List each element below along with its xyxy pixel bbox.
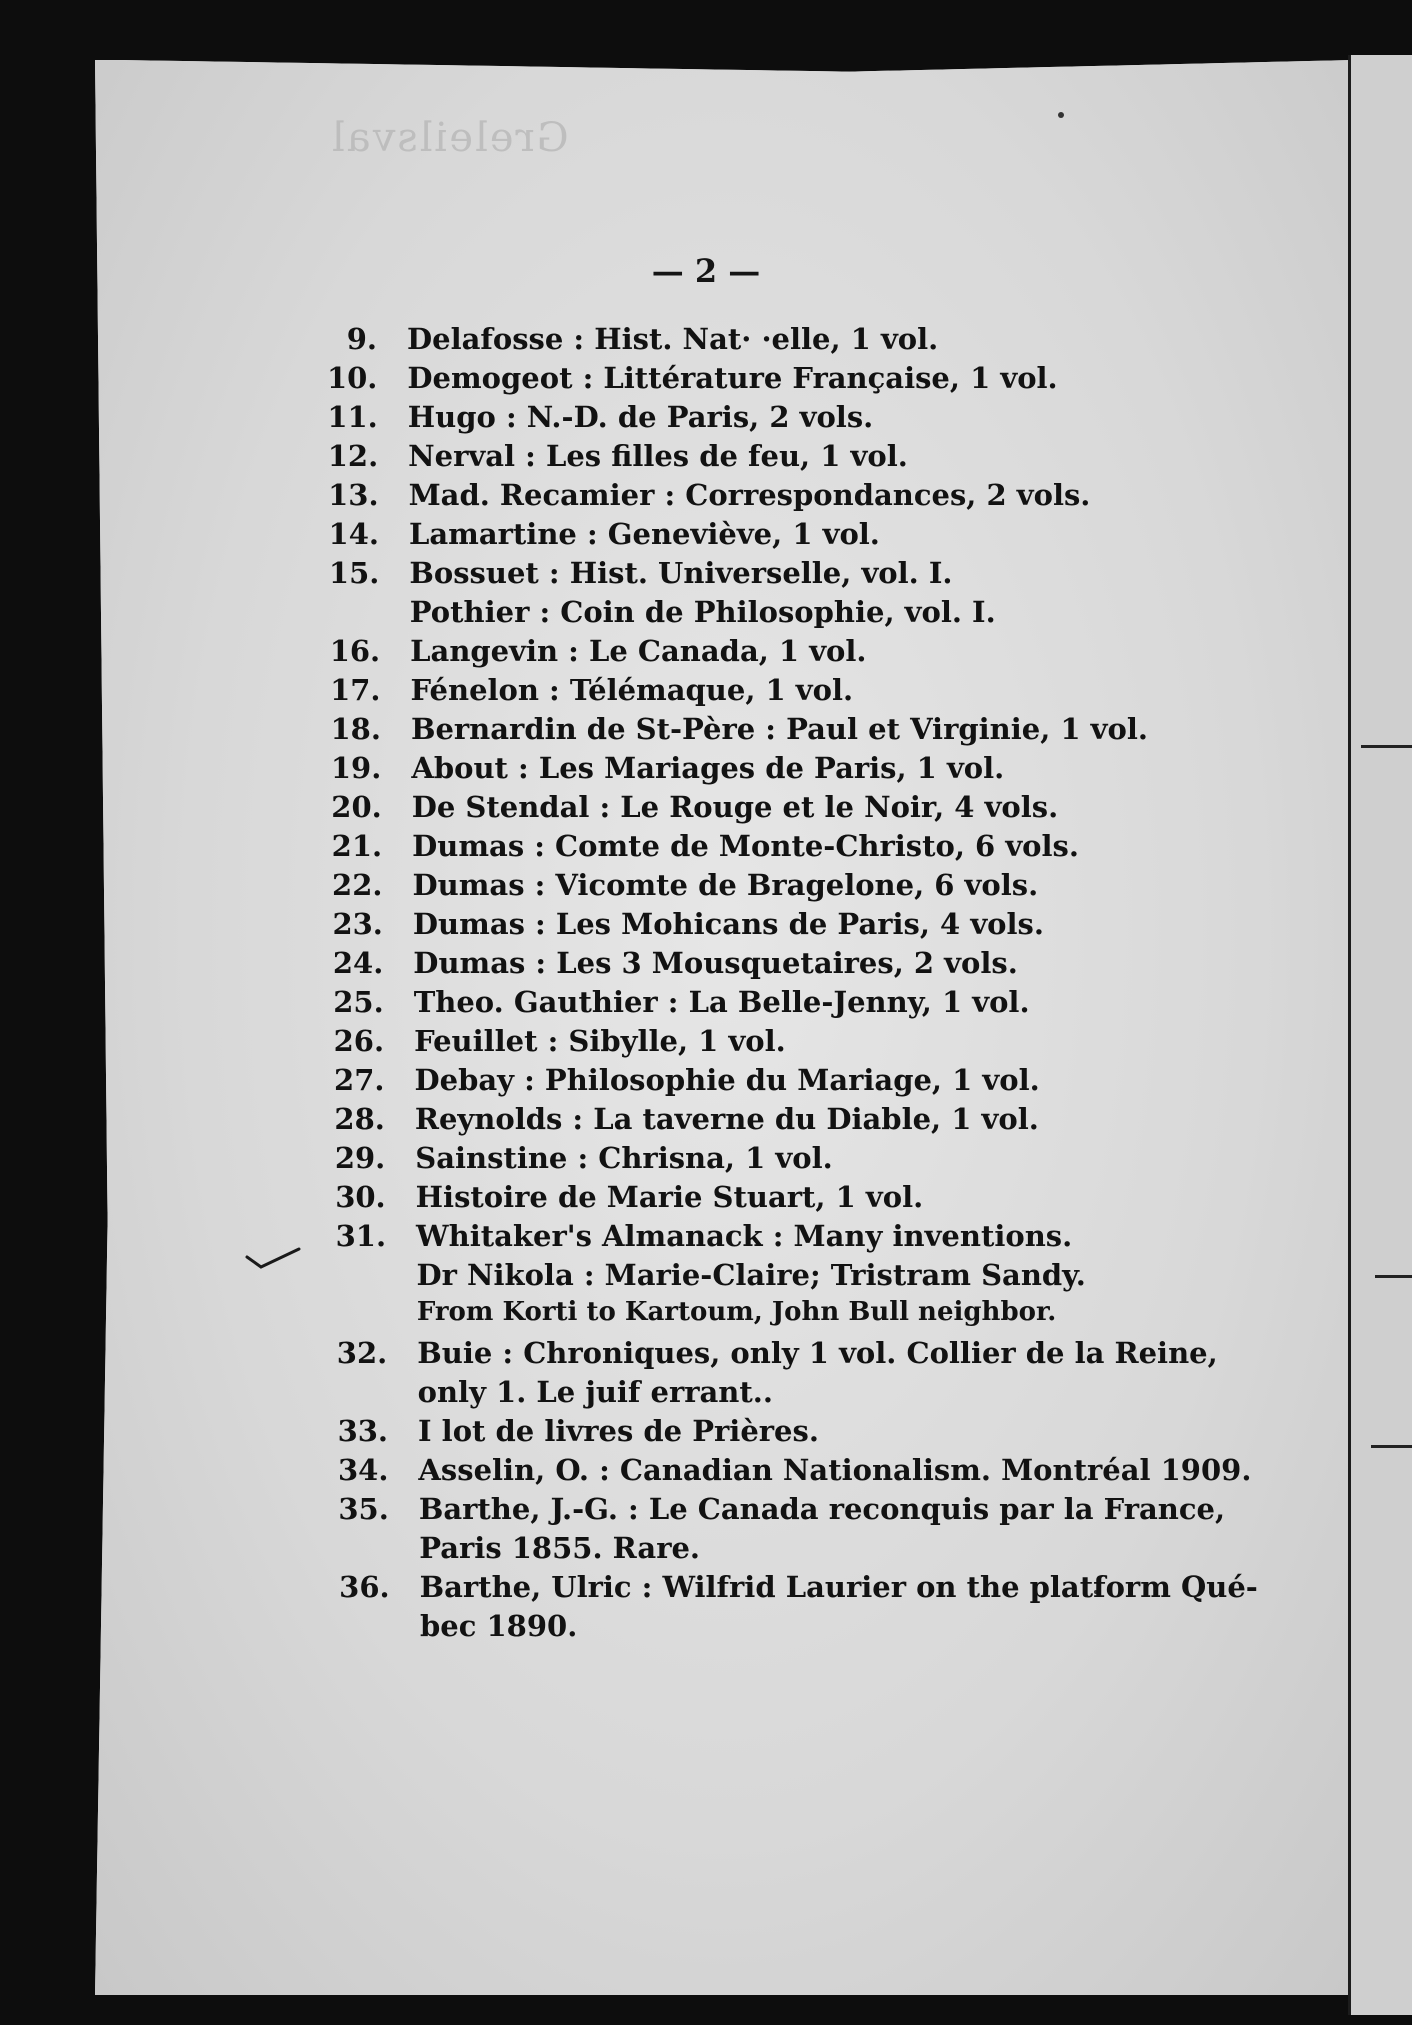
entry-number: 30. bbox=[335, 1180, 386, 1214]
entry-number: 36. bbox=[339, 1570, 390, 1604]
entry-number: 32. bbox=[336, 1336, 388, 1370]
entry-text: Fénelon : Télémaque, 1 vol. bbox=[410, 673, 854, 707]
entry-number: 21. bbox=[331, 829, 383, 863]
entry-text: Langevin : Le Canada, 1 vol. bbox=[410, 634, 867, 668]
entry-number: 19. bbox=[330, 751, 382, 785]
entry-number: 34. bbox=[337, 1453, 389, 1487]
entry-text: Barthe, J.-G. : Le Canada reconquis par la France, bbox=[418, 1492, 1226, 1526]
entry-text: Feuillet : Sibylle, 1 vol. bbox=[414, 1024, 786, 1058]
entry-number: 10. bbox=[326, 361, 378, 395]
entry-number: 24. bbox=[332, 946, 384, 980]
entry-text: Bossuet : Hist. Universelle, vol. I. bbox=[409, 556, 953, 590]
entry-number: 25. bbox=[333, 985, 384, 1019]
entry-text: From Korti to Kartoum, John Bull neighbor. bbox=[416, 1297, 1057, 1327]
entry-text: Bernardin de St-Père : Paul et Virginie, 1 vol. bbox=[410, 712, 1148, 746]
entry-text: About : Les Mariages de Paris, 1 vol. bbox=[411, 751, 1005, 785]
entry-text: Dumas : Les Mohicans de Paris, 4 vols. bbox=[412, 907, 1044, 941]
page-number: — 2 — bbox=[651, 252, 761, 290]
entry-number: 17. bbox=[330, 673, 381, 707]
entry-text: Buie : Chroniques, only 1 vol. Collier de la Reine, bbox=[417, 1336, 1218, 1370]
entry-number: 11. bbox=[327, 400, 378, 434]
entry-text: De Stendal : Le Rouge et le Noir, 4 vols. bbox=[411, 790, 1059, 824]
entry-text: Theo. Gauthier : La Belle-Jenny, 1 vol. bbox=[413, 985, 1030, 1019]
entry-number: 29. bbox=[334, 1141, 386, 1175]
entry-number: 22. bbox=[332, 868, 383, 902]
entry-number: 9. bbox=[346, 322, 377, 356]
entry-text: bec 1890. bbox=[420, 1609, 578, 1643]
entry-text: Delafosse : Hist. Nat· ·elle, 1 vol. bbox=[407, 322, 939, 356]
entry-text: Sainstine : Chrisna, 1 vol. bbox=[415, 1141, 833, 1175]
entry-text: Dumas : Vicomte de Bragelone, 6 vols. bbox=[412, 868, 1039, 902]
entry-number: 16. bbox=[329, 634, 381, 668]
entry-number: 28. bbox=[334, 1102, 385, 1136]
entry-text: Debay : Philosophie du Mariage, 1 vol. bbox=[414, 1063, 1040, 1097]
entry-number: 14. bbox=[328, 517, 379, 551]
entry-text: Asselin, O. : Canadian Nationalism. Montréal 1909. bbox=[418, 1453, 1252, 1487]
entry-text: Barthe, Ulric : Wilfrid Laurier on the platform Qué- bbox=[419, 1570, 1258, 1604]
entry-number: 27. bbox=[334, 1063, 385, 1097]
entry-text: Dumas : Les 3 Mousquetaires, 2 vols. bbox=[413, 946, 1018, 980]
entry-number: 35. bbox=[338, 1492, 389, 1526]
entry-text: Whitaker's Almanack : Many inventions. bbox=[416, 1219, 1073, 1253]
entry-text: Reynolds : La taverne du Diable, 1 vol. bbox=[414, 1102, 1039, 1136]
entry-number: 13. bbox=[328, 478, 379, 512]
entry-text: I lot de livres de Prières. bbox=[418, 1414, 819, 1448]
entry-number: 18. bbox=[330, 712, 381, 746]
entry-text: Mad. Recamier : Correspondances, 2 vols. bbox=[408, 478, 1091, 512]
entry-text: Hugo : N.-D. de Paris, 2 vols. bbox=[407, 400, 874, 434]
entry-text: Dr Nikola : Marie-Claire; Tristram Sandy. bbox=[416, 1258, 1086, 1292]
entry-number: 12. bbox=[327, 439, 379, 473]
entry-number: 20. bbox=[331, 790, 382, 824]
entry-number: 23. bbox=[332, 907, 383, 941]
entry-number: 33. bbox=[337, 1414, 389, 1448]
entry-text: Paris 1855. Rare. bbox=[419, 1531, 701, 1565]
entry-text: only 1. Le juif errant.. bbox=[417, 1375, 773, 1409]
entry-text: Lamartine : Geneviève, 1 vol. bbox=[408, 517, 880, 551]
entry-text: Demogeot : Littérature Française, 1 vol. bbox=[407, 361, 1058, 395]
entry-text: Pothier : Coin de Philosophie, vol. I. bbox=[409, 595, 996, 629]
entry-text: Nerval : Les filles de feu, 1 vol. bbox=[408, 439, 908, 473]
entry-number: 26. bbox=[333, 1024, 385, 1058]
entry-number: 15. bbox=[328, 556, 380, 590]
entry-number: 31. bbox=[335, 1219, 387, 1253]
entry-text: Dumas : Comte de Monte-Christo, 6 vols. bbox=[412, 829, 1079, 863]
bleed-through-text: Greleilsval bbox=[330, 115, 569, 161]
entry-text: Histoire de Marie Stuart, 1 vol. bbox=[415, 1180, 924, 1214]
